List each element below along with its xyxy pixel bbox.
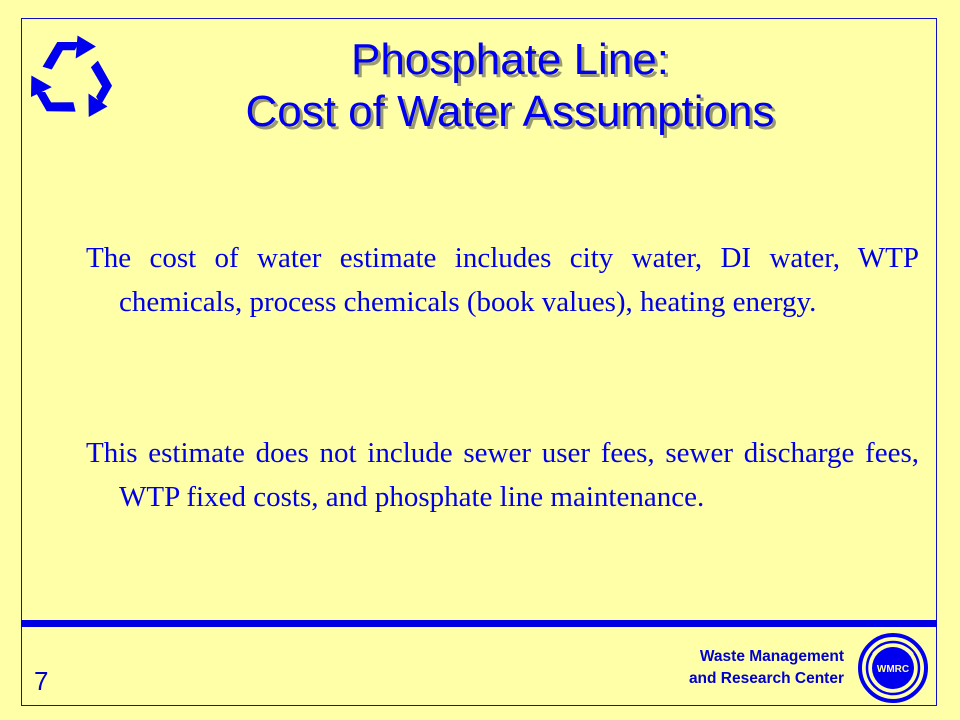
organization-name (584, 646, 844, 690)
logo-text: WMRC (876, 664, 910, 675)
paragraph-excluded-costs: This estimate does not include sewer user fees, sewer discharge fees, WTP fixed costs, and phosphate line maintenance. (86, 437, 919, 513)
footer-divider (21, 620, 937, 627)
paragraph-included-costs: The cost of water estimate includes city water, DI water, WTP chemicals, process chemicals (book values), heating energy. (86, 242, 919, 318)
slide-title (110, 34, 910, 138)
organization-line-2: and Research Center (688, 670, 844, 687)
organization-line-1: Waste Management (699, 648, 844, 665)
title-line-1: Phosphate Line: (350, 35, 670, 84)
wmrc-logo-icon (857, 632, 929, 704)
page-number: 7 (34, 666, 49, 696)
title-line-2: Cost of Water Assumptions (245, 87, 775, 136)
recycle-icon (26, 30, 118, 122)
